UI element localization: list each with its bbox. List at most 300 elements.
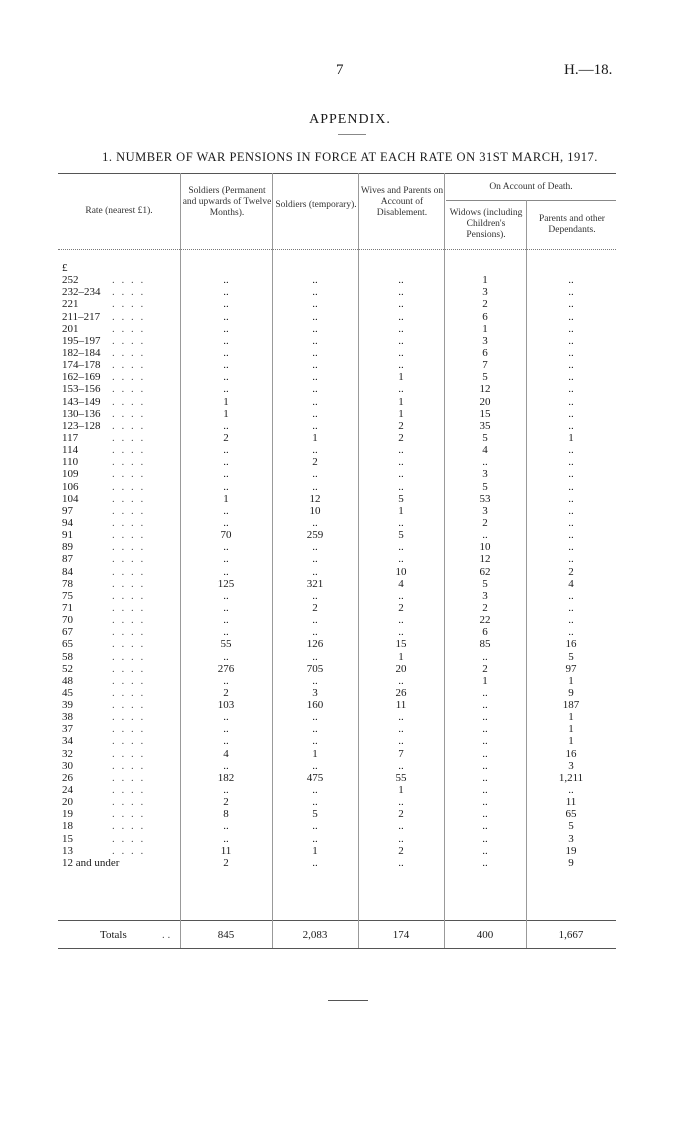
soldiers-temporary-cell: .. [312,419,318,432]
table-row [62,481,616,493]
table-row [62,748,616,760]
soldiers-temporary-cell: .. [312,274,318,287]
table-row [62,711,616,723]
table-row [62,723,616,735]
total-parents-dependants: 1,667 [558,929,584,941]
widows-cell: .. [482,529,488,542]
wives-parents-cell: 5 [398,492,404,505]
wives-parents-cell: .. [398,553,404,566]
parents-dependants-cell: 1 [568,723,574,736]
parents-dependants-cell: .. [568,516,574,529]
soldiers-temporary-cell: .. [312,371,318,384]
rate-leader: . . . . [112,808,146,821]
table-row [62,772,616,784]
rate-cell: 19 [62,808,73,821]
parents-dependants-cell: .. [568,553,574,566]
rate-leader: . . . . [112,468,146,481]
wives-parents-cell: 1 [398,650,404,663]
rate-leader: . . . . [112,796,146,809]
currency-symbol: £ [62,262,68,274]
rate-leader: . . . . [112,444,146,457]
soldiers-temporary-cell: .. [312,395,318,408]
rate-cell: 94 [62,516,73,529]
soldiers-permanent-cell: .. [223,310,229,323]
soldiers-temporary-cell: .. [312,407,318,420]
parents-dependants-cell: .. [568,310,574,323]
wives-parents-cell: 2 [398,844,404,857]
widows-cell: 1 [482,674,488,687]
rate-leader: . . . . [112,541,146,554]
rate-cell: 232–234 [62,286,101,299]
wives-parents-cell: .. [398,614,404,627]
widows-cell: 7 [482,359,488,372]
totals-label: Totals [100,929,127,941]
header-widows: Widows (including Children's Pensions). [449,208,523,240]
rate-cell: 201 [62,322,79,335]
table-title: 1. NUMBER OF WAR PENSIONS IN FORCE AT EACH RATE ON 31ST MARCH, 1917. [102,150,598,164]
header-bottom-rule [58,249,616,250]
wives-parents-cell: .. [398,322,404,335]
soldiers-permanent-cell: .. [223,456,229,469]
soldiers-permanent-cell: .. [223,541,229,554]
widows-cell: .. [482,711,488,724]
totals-leader: . . [162,929,171,941]
soldiers-temporary-cell: 705 [306,662,324,675]
rate-leader: . . . . [112,553,146,566]
soldiers-temporary-cell: .. [312,832,318,845]
widows-cell: 5 [482,371,488,384]
soldiers-permanent-cell: 2 [223,856,229,869]
wives-parents-cell: .. [398,589,404,602]
rate-leader: . . . . [112,747,146,760]
parents-dependants-cell: 187 [562,699,580,712]
wives-parents-cell: .. [398,626,404,639]
table-row [62,396,616,408]
rate-cell: 252 [62,274,79,287]
rate-leader: . . . . [112,371,146,384]
soldiers-temporary-cell: 160 [306,699,324,712]
table-row [62,468,616,480]
rate-leader: . . . . [112,480,146,493]
soldiers-permanent-cell: .. [223,371,229,384]
soldiers-permanent-cell: .. [223,614,229,627]
parents-dependants-cell: 11 [565,796,577,809]
wives-parents-cell: .. [398,274,404,287]
soldiers-temporary-cell: .. [312,444,318,457]
rate-leader: . . . . [112,492,146,505]
soldiers-permanent-cell: .. [223,711,229,724]
soldiers-permanent-cell: .. [223,674,229,687]
wives-parents-cell: 15 [395,638,407,651]
total-widows: 400 [476,929,494,941]
rate-leader: . . . . [112,735,146,748]
rate-leader: . . . . [112,334,146,347]
wives-parents-cell: .. [398,759,404,772]
widows-cell: 6 [482,626,488,639]
rate-cell: 18 [62,820,73,833]
table-row [62,541,616,553]
widows-cell: .. [482,759,488,772]
soldiers-temporary-cell: .. [312,711,318,724]
widows-cell: 2 [482,516,488,529]
rate-leader: . . . . [112,626,146,639]
soldiers-temporary-cell: .. [312,674,318,687]
widows-cell: 5 [482,431,488,444]
wives-parents-cell: .. [398,820,404,833]
parents-dependants-cell: .. [568,298,574,311]
rate-cell: 109 [62,468,79,481]
widows-cell: 12 [479,553,491,566]
rate-leader: . . . . [112,711,146,724]
widows-cell: 6 [482,310,488,323]
table-row [62,493,616,505]
rate-leader: . . . . [112,844,146,857]
soldiers-temporary-cell: .. [312,784,318,797]
widows-cell: .. [482,796,488,809]
soldiers-temporary-cell: 1 [312,747,318,760]
widows-cell: 62 [479,565,491,578]
wives-parents-cell: .. [398,723,404,736]
table-row [62,760,616,772]
rate-leader: . . . . [112,298,146,311]
table-row [62,432,616,444]
parents-dependants-cell: .. [568,504,574,517]
totals-row [62,928,616,942]
rate-cell: 15 [62,832,73,845]
soldiers-temporary-cell: .. [312,541,318,554]
rate-leader: . . . . [112,820,146,833]
parents-dependants-cell: .. [568,383,574,396]
widows-cell: 1 [482,322,488,335]
soldiers-temporary-cell: .. [312,516,318,529]
soldiers-permanent-cell: 1 [223,395,229,408]
table-row [62,735,616,747]
rate-cell: 38 [62,711,73,724]
soldiers-permanent-cell: 11 [220,844,232,857]
widows-cell: .. [482,784,488,797]
rate-cell: 174–178 [62,359,101,372]
wives-parents-cell: .. [398,359,404,372]
rate-cell: 182–184 [62,346,101,359]
wives-parents-cell: .. [398,832,404,845]
soldiers-permanent-cell: .. [223,565,229,578]
soldiers-permanent-cell: 276 [217,662,235,675]
table-row [62,845,616,857]
parents-dependants-cell: .. [568,419,574,432]
parents-dependants-cell: .. [568,346,574,359]
parents-dependants-cell: 16 [565,638,577,651]
widows-cell: .. [482,747,488,760]
parents-dependants-cell: .. [568,468,574,481]
rate-leader: . . . . [112,589,146,602]
rate-cell: 221 [62,298,79,311]
soldiers-permanent-cell: 1 [223,407,229,420]
rate-cell: 32 [62,747,73,760]
table-row [62,590,616,602]
soldiers-permanent-cell: .. [223,650,229,663]
widows-cell: 2 [482,298,488,311]
rate-leader: . . . . [112,310,146,323]
rate-leader: . . . . [112,516,146,529]
rate-cell: 67 [62,626,73,639]
widows-cell: 1 [482,274,488,287]
soldiers-permanent-cell: .. [223,723,229,736]
soldiers-permanent-cell: .. [223,784,229,797]
wives-parents-cell: .. [398,541,404,554]
soldiers-permanent-cell: .. [223,735,229,748]
parents-dependants-cell: .. [568,359,574,372]
widows-cell: .. [482,456,488,469]
table-row [62,347,616,359]
total-soldiers-temporary: 2,083 [302,929,328,941]
rate-leader: . . . . [112,832,146,845]
table-row [62,444,616,456]
total-wives-parents: 174 [392,929,410,941]
soldiers-temporary-cell: .. [312,650,318,663]
widows-cell: 5 [482,480,488,493]
wives-parents-cell: 1 [398,407,404,420]
table-row [62,796,616,808]
widows-cell: 2 [482,601,488,614]
widows-cell: 35 [479,419,491,432]
wives-parents-cell: .. [398,383,404,396]
widows-cell: 3 [482,468,488,481]
rate-cell: 114 [62,444,79,457]
table-row [62,335,616,347]
rate-leader: . . . . [112,383,146,396]
rate-cell: 12 and under [62,856,120,869]
wives-parents-cell: .. [398,334,404,347]
wives-parents-cell: 55 [395,771,407,784]
soldiers-temporary-cell: 475 [306,771,324,784]
rate-leader: . . . . [112,662,146,675]
soldiers-permanent-cell: .. [223,553,229,566]
parents-dependants-cell: .. [568,480,574,493]
header-soldiers-permanent: Soldiers (Permanent and upwards of Twelve Months). [182,186,272,218]
wives-parents-cell: 1 [398,504,404,517]
widows-cell: .. [482,699,488,712]
wives-parents-cell: .. [398,856,404,869]
parents-dependants-cell: 19 [565,844,577,857]
table-row [62,566,616,578]
parents-dependants-cell: 3 [568,759,574,772]
death-group-rule [446,200,616,201]
wives-parents-cell: .. [398,444,404,457]
rate-leader: . . . . [112,759,146,772]
widows-cell: .. [482,735,488,748]
table-row [62,529,616,541]
soldiers-temporary-cell: .. [312,322,318,335]
rate-leader: . . . . [112,419,146,432]
rate-cell: 91 [62,529,73,542]
parents-dependants-cell: 3 [568,832,574,845]
parents-dependants-cell: 9 [568,856,574,869]
parents-dependants-cell: 1 [568,735,574,748]
wives-parents-cell: 4 [398,577,404,590]
parents-dependants-cell: .. [568,371,574,384]
soldiers-permanent-cell: 182 [217,771,235,784]
soldiers-permanent-cell: 55 [220,638,232,651]
soldiers-temporary-cell: 126 [306,638,324,651]
rate-cell: 87 [62,553,73,566]
parents-dependants-cell: 97 [565,662,577,675]
soldiers-permanent-cell: .. [223,601,229,614]
wives-parents-cell: .. [398,468,404,481]
total-soldiers-permanent: 845 [217,929,235,941]
table-row [62,517,616,529]
rate-leader: . . . . [112,346,146,359]
soldiers-temporary-cell: .. [312,310,318,323]
rate-cell: 130–136 [62,407,101,420]
rate-cell: 97 [62,504,73,517]
rate-leader: . . . . [112,322,146,335]
wives-parents-cell: .. [398,456,404,469]
rate-cell: 52 [62,662,73,675]
soldiers-permanent-cell: 2 [223,796,229,809]
soldiers-temporary-cell: .. [312,480,318,493]
parents-dependants-cell: .. [568,614,574,627]
wives-parents-cell: 1 [398,395,404,408]
widows-cell: 53 [479,492,491,505]
soldiers-temporary-cell: .. [312,565,318,578]
parents-dependants-cell: 9 [568,686,574,699]
rate-leader: . . . . [112,577,146,590]
rate-cell: 13 [62,844,73,857]
parents-dependants-cell: .. [568,286,574,299]
header-rate: Rate (nearest £1). [85,206,153,216]
widows-cell: 6 [482,346,488,359]
rate-cell: 48 [62,674,73,687]
parents-dependants-cell: .. [568,601,574,614]
rate-cell: 45 [62,686,73,699]
table-row [62,833,616,845]
parents-dependants-cell: .. [568,529,574,542]
rate-cell: 78 [62,577,73,590]
rate-leader: . . . . [112,359,146,372]
parents-dependants-cell: .. [568,322,574,335]
appendix-heading: APPENDIX. [309,112,391,127]
table-row [62,675,616,687]
widows-cell: .. [482,723,488,736]
soldiers-permanent-cell: 125 [217,577,235,590]
widows-cell: .. [482,844,488,857]
soldiers-permanent-cell: .. [223,334,229,347]
soldiers-temporary-cell: 2 [312,456,318,469]
table-row [62,286,616,298]
totals-top-rule [58,920,616,921]
widows-cell: 12 [479,383,491,396]
soldiers-permanent-cell: .. [223,759,229,772]
table-row [62,578,616,590]
header-soldiers-temporary: Soldiers (temporary). [275,200,357,210]
wives-parents-cell: 5 [398,529,404,542]
wives-parents-cell: .. [398,711,404,724]
parents-dependants-cell: 16 [565,747,577,760]
wives-parents-cell: 2 [398,431,404,444]
table-row [62,808,616,820]
wives-parents-cell: 2 [398,808,404,821]
wives-parents-cell: .. [398,298,404,311]
table-row [62,626,616,638]
parents-dependants-cell: 5 [568,820,574,833]
wives-parents-cell: .. [398,674,404,687]
widows-cell: 85 [479,638,491,651]
widows-cell: 4 [482,444,488,457]
table-row [62,323,616,335]
soldiers-temporary-cell: 1 [312,431,318,444]
wives-parents-cell: 1 [398,784,404,797]
soldiers-permanent-cell: 4 [223,747,229,760]
rate-leader: . . . . [112,286,146,299]
rate-cell: 84 [62,565,73,578]
footer-rule [328,1000,368,1001]
soldiers-permanent-cell: 2 [223,431,229,444]
rate-cell: 123–128 [62,419,101,432]
parents-dependants-cell: .. [568,274,574,287]
soldiers-temporary-cell: .. [312,286,318,299]
soldiers-temporary-cell: .. [312,589,318,602]
document-reference: H.—18. [564,62,613,78]
wives-parents-cell: 2 [398,419,404,432]
table-row [62,408,616,420]
table-row [62,602,616,614]
soldiers-permanent-cell: .. [223,419,229,432]
header-parents-dependants: Parents and other Dependants. [539,214,605,235]
widows-cell: .. [482,832,488,845]
soldiers-temporary-cell: .. [312,359,318,372]
rate-leader: . . . . [112,650,146,663]
wives-parents-cell: 11 [395,699,407,712]
rate-leader: . . . . [112,771,146,784]
soldiers-temporary-cell: .. [312,735,318,748]
table-row [62,699,616,711]
parents-dependants-cell: .. [568,541,574,554]
rate-cell: 37 [62,723,73,736]
table-row [62,638,616,650]
soldiers-permanent-cell: .. [223,589,229,602]
parents-dependants-cell: .. [568,334,574,347]
rate-cell: 104 [62,492,79,505]
rate-leader: . . . . [112,674,146,687]
widows-cell: 3 [482,286,488,299]
table-row [62,420,616,432]
soldiers-permanent-cell: 70 [220,529,232,542]
soldiers-temporary-cell: .. [312,796,318,809]
rate-cell: 106 [62,480,79,493]
parents-dependants-cell: .. [568,407,574,420]
soldiers-temporary-cell: 12 [309,492,321,505]
rate-leader: . . . . [112,638,146,651]
rate-leader: . . . . [112,686,146,699]
rate-cell: 75 [62,589,73,602]
table-row [62,505,616,517]
heading-divider [338,134,366,135]
table-row [62,311,616,323]
rate-cell: 71 [62,601,73,614]
soldiers-temporary-cell: .. [312,298,318,311]
parents-dependants-cell: .. [568,626,574,639]
soldiers-temporary-cell: 3 [312,686,318,699]
soldiers-temporary-cell: 1 [312,844,318,857]
soldiers-permanent-cell: .. [223,383,229,396]
soldiers-temporary-cell: .. [312,553,318,566]
soldiers-temporary-cell: .. [312,626,318,639]
widows-cell: 3 [482,334,488,347]
widows-cell: 3 [482,589,488,602]
table-row [62,784,616,796]
table-row [62,383,616,395]
rate-leader: . . . . [112,504,146,517]
